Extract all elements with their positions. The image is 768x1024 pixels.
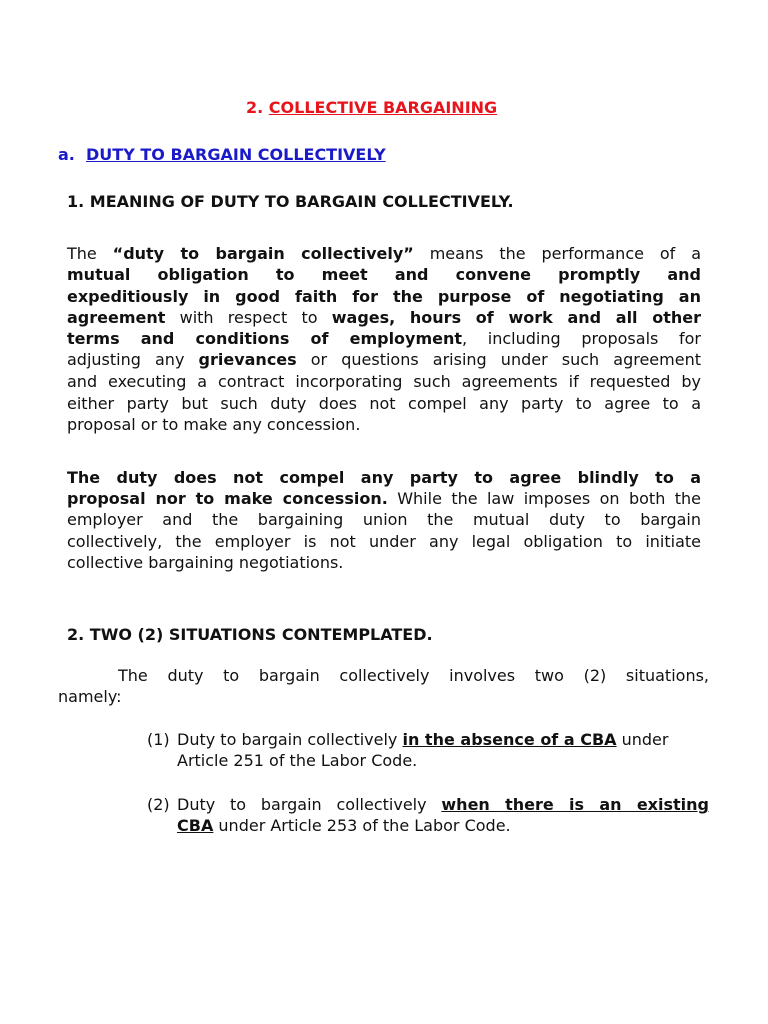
paragraph-line: and executing a contract incorporating such agreements if requested by <box>67 372 701 391</box>
text-run: , including proposals for <box>462 329 702 348</box>
bold-term: grievances <box>198 350 297 369</box>
text-run: Duty to bargain collectively <box>177 795 442 814</box>
bold-term: proposal nor to make concession. <box>67 489 388 508</box>
paragraph-line: The duty does not compel any party to agree blindly to a <box>67 468 701 487</box>
text-run: under <box>616 730 669 749</box>
subsection-heading <box>58 144 386 165</box>
emphasis-term: in the absence of a CBA <box>402 730 617 749</box>
text-run: under Article 253 of the Labor Code. <box>213 816 511 835</box>
paragraph-line <box>67 488 701 509</box>
text-run: adjusting any <box>67 350 199 369</box>
paragraph-line <box>67 328 701 349</box>
bold-term: terms and conditions of employment <box>67 329 463 348</box>
subsection-title: DUTY TO BARGAIN COLLECTIVELY <box>86 145 386 164</box>
list-number: (2) <box>147 795 170 814</box>
text-run: means the performance of a <box>413 244 702 263</box>
list-line <box>177 815 511 836</box>
paragraph-line <box>67 243 701 264</box>
text-run: or questions arising under such agreement <box>296 350 701 369</box>
text-run: While the law imposes on both the <box>387 489 701 508</box>
list-line <box>177 729 668 750</box>
paragraph-line: The duty to bargain collectively involves two (2) situations, <box>118 666 709 685</box>
section-title-text: COLLECTIVE BARGAINING <box>268 98 498 117</box>
subsection-letter: a. <box>58 145 75 164</box>
bold-term: “duty to bargain collectively” <box>112 244 414 263</box>
heading-meaning: 1. MEANING OF DUTY TO BARGAIN COLLECTIVELY. <box>67 192 514 211</box>
bold-term: wages, hours of work and all other <box>331 308 702 327</box>
list-line <box>177 794 709 815</box>
list-line: Article 251 of the Labor Code. <box>177 751 418 770</box>
paragraph-line <box>67 349 701 370</box>
paragraph-line <box>67 307 701 328</box>
section-title <box>246 97 497 118</box>
section-number: 2. <box>246 98 269 117</box>
paragraph-line: proposal or to make any concession. <box>67 415 361 434</box>
text-run: with respect to <box>165 308 332 327</box>
paragraph-line: either party but such duty does not compel any party to agree to a <box>67 394 701 413</box>
bold-term: agreement <box>67 308 166 327</box>
heading-situations: 2. TWO (2) SITUATIONS CONTEMPLATED. <box>67 625 433 644</box>
paragraph-line: expeditiously in good faith for the purpose of negotiating an <box>67 287 701 306</box>
paragraph-line: employer and the bargaining union the mutual duty to bargain <box>67 510 701 529</box>
list-number: (1) <box>147 730 170 749</box>
emphasis-term: when there is an existing <box>441 795 709 814</box>
paragraph-line: mutual obligation to meet and convene promptly and <box>67 265 701 284</box>
emphasis-term: CBA <box>177 816 214 835</box>
text-run: Duty to bargain collectively <box>177 730 403 749</box>
paragraph-line: namely: <box>58 687 122 706</box>
paragraph-line: collective bargaining negotiations. <box>67 553 344 572</box>
paragraph-line: collectively, the employer is not under any legal obligation to initiate <box>67 532 701 551</box>
text-run: The <box>67 244 113 263</box>
